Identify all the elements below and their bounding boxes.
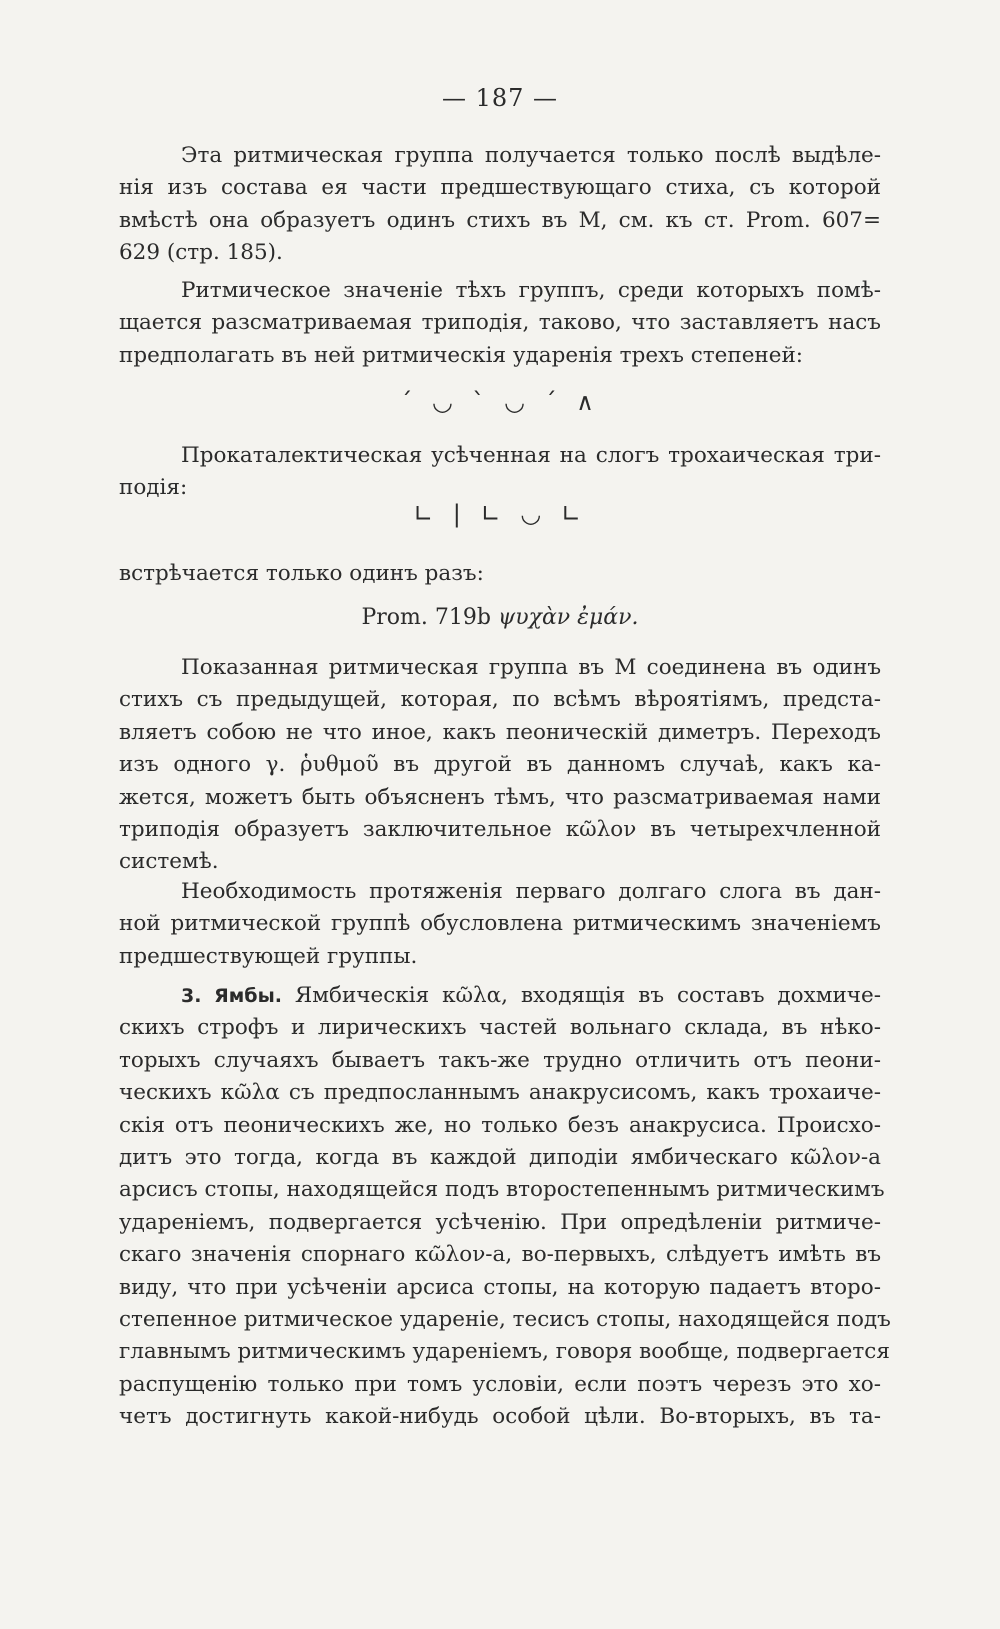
section-heading: 3. Ямбы. xyxy=(181,985,282,1007)
text-line: распущенію только при томъ условіи, если поэтъ черезъ это хо- xyxy=(119,1371,881,1397)
text-line: нія изъ состава ея части предшествующаго стиха, съ которой xyxy=(119,175,881,201)
text-line: главнымъ ритмическимъ удареніемъ, говоря вообще, подвергается xyxy=(119,1339,890,1365)
paragraph-1 xyxy=(119,140,881,270)
text-line: Показанная ритмическая группа въ M соединена въ одинъ xyxy=(181,655,881,680)
text-line: дитъ это тогда, когда въ каждой диподіи ямбическаго κῶλον-а xyxy=(119,1145,881,1171)
text-line: системѣ. xyxy=(119,849,219,875)
text-line: скія отъ пеоническихъ же, но только безъ анакрусиса. Происхо- xyxy=(119,1112,881,1138)
text-line: предшествующей группы. xyxy=(119,943,418,969)
example-reference: Prom. 719b xyxy=(361,605,491,630)
text-line: Ритмическое значеніе тѣхъ группъ, среди которыхъ помѣ- xyxy=(181,278,881,303)
paragraph-4 xyxy=(119,558,881,590)
text-line: торыхъ случаяхъ бываетъ такъ-же трудно отличить отъ пеони- xyxy=(119,1047,881,1073)
text-line: щается разсматриваемая триподія, таково, что заставляетъ насъ xyxy=(119,310,881,336)
text-line: стихъ съ предыдущей, которая, по всѣмъ вѣроятіямъ, предста- xyxy=(119,687,881,713)
text-line: вмѣстѣ она образуетъ одинъ стихъ въ M, см. къ ст. Prom. 607= xyxy=(119,207,881,233)
page-number: — 187 — xyxy=(441,84,559,112)
text-line: предполагать въ ней ритмическія ударенія трехъ степеней: xyxy=(119,342,804,368)
text-line: жется, можетъ быть объясненъ тѣмъ, что разсматриваемая нами xyxy=(119,784,881,810)
text-line: Эта ритмическая группа получается только послѣ выдѣле- xyxy=(181,143,881,168)
text-line: виду, что при усѣченіи арсиса стопы, на которую падаетъ второ- xyxy=(119,1274,881,1300)
text-line: удареніемъ, подвергается усѣченію. При опредѣленіи ритмиче- xyxy=(119,1209,881,1235)
section-first-line: Ямбическія κῶλα, входящія въ составъ дохмиче- xyxy=(294,983,881,1008)
text-line: 629 (стр. 185). xyxy=(119,240,283,266)
text-line: степенное ритмическое удареніе, тесисъ стопы, находящейся подъ xyxy=(119,1307,891,1333)
text-line: Необходимость протяженія перваго долгаго слога въ дан- xyxy=(181,879,881,904)
text-line: Прокаталектическая усѣченная на слогъ трохаическая три- xyxy=(181,443,881,468)
text-line: скаго значенія спорнаго κῶλον-а, во-первыхъ, слѣдуетъ имѣть въ xyxy=(119,1242,881,1268)
text-line: четъ достигнуть какой-нибудь особой цѣли. Во-вторыхъ, въ та- xyxy=(119,1404,881,1430)
paragraph-7 xyxy=(119,980,891,1434)
text-line: изъ одного γ. ῥυθμοῦ въ другой въ данномъ случаѣ, какъ ка- xyxy=(119,752,881,778)
example-line xyxy=(0,605,1000,630)
text-line: ной ритмической группѣ обусловлена ритмическимъ значеніемъ xyxy=(119,911,881,937)
text-line: подія: xyxy=(119,475,188,501)
text-line: скихъ строфъ и лирическихъ частей вольнаго склада, въ нѣко- xyxy=(119,1015,881,1041)
text-line: триподія образуетъ заключительное κῶλον въ четырехчленной xyxy=(119,817,881,843)
paragraph-3 xyxy=(119,440,881,505)
metrical-scheme-2: ∟ | ∟ ◡ ∟ xyxy=(413,500,587,528)
metrical-scheme-1: ´ ◡ ` ◡ ´ ∧ xyxy=(400,388,600,416)
paragraph-2 xyxy=(119,275,881,372)
text-line: ческихъ κῶλα съ предпосланнымъ анакрусисомъ, какъ трохаиче- xyxy=(119,1080,881,1106)
text-line: встрѣчается только одинъ разъ: xyxy=(119,561,484,586)
paragraph-5 xyxy=(119,652,881,879)
text-line: арсисъ стопы, находящейся подъ второстепеннымъ ритмическимъ xyxy=(119,1177,885,1203)
example-greek: ψυχὰν ἐμάν. xyxy=(497,605,639,630)
text-line xyxy=(119,980,881,1012)
paragraph-6 xyxy=(119,876,881,973)
text-line: вляетъ собою не что иное, какъ пеоническій диметръ. Переходъ xyxy=(119,719,881,745)
